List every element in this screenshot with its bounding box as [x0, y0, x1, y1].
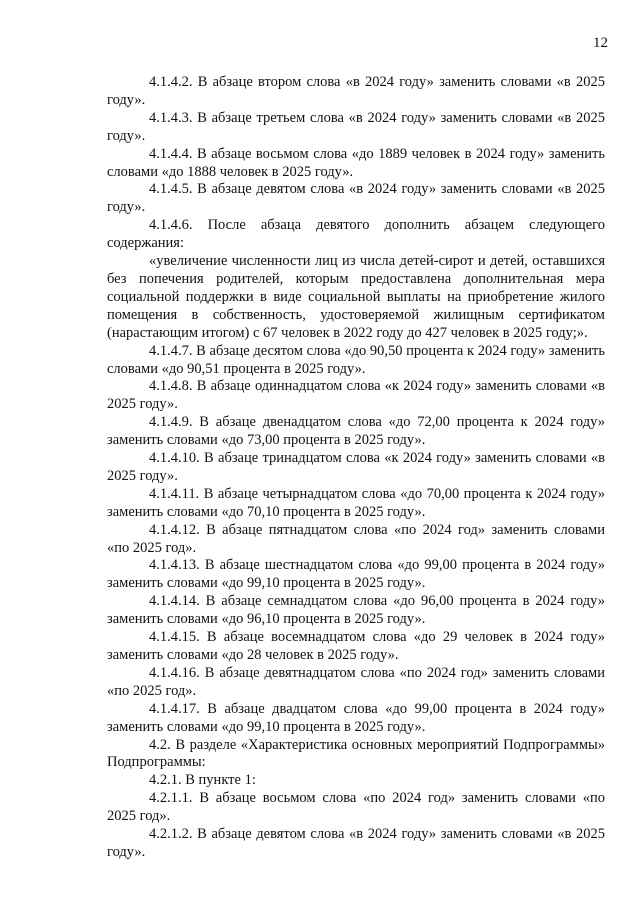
- paragraph-4-1-4-6: 4.1.4.6. После абзаца девятого дополнить абзацем следующего содержания:: [107, 217, 605, 252]
- paragraph-4-1-4-10: 4.1.4.10. В абзаце тринадцатом слова «к 2024 году» заменить словами «в 2025 году».: [107, 450, 605, 484]
- paragraph-4-1-4-7: 4.1.4.7. В абзаце десятом слова «до 90,50 процента к 2024 году» заменить словами «до 90,51 процента в 2025 году».: [107, 342, 605, 377]
- paragraph-4-2-1-1: 4.2.1.1. В абзаце восьмом слова «по 2024 год» заменить словами «по 2025 год».: [107, 790, 605, 825]
- paragraph-4-2: 4.2. В разделе «Характеристика основных мероприятий Подпрограммы» Подпрограммы:: [107, 736, 605, 771]
- paragraph-4-1-4-9: 4.1.4.9. В абзаце двенадцатом слова «до 72,00 процента к 2024 году» заменить словами «до 73,00 процента в 2025 году».: [107, 414, 605, 449]
- page-number: 12: [593, 35, 608, 51]
- paragraph-4-1-4-15: 4.1.4.15. В абзаце восемнадцатом слова «до 29 человек в 2024 году» заменить словами «до 28 человек в 2025 году».: [107, 629, 605, 663]
- paragraph-4-1-4-8: 4.1.4.8. В абзаце одиннадцатом слова «к 2024 году» заменить словами «в 2025 году».: [107, 378, 605, 413]
- paragraph-4-1-4-16: 4.1.4.16. В абзаце девятнадцатом слова «по 2024 год» заменить словами «по 2025 год».: [107, 664, 605, 699]
- paragraph-4-1-4-13: 4.1.4.13. В абзаце шестнадцатом слова «до 99,00 процента в 2024 году» заменить словами «до 99,10 процента в 2025 году».: [107, 557, 605, 592]
- quoted-insertion: «увеличение численности лиц из числа детей-сирот и детей, оставшихся без попечения родителей, которым предоставлена дополнительная мера социальной поддержки в виде социальной выплаты на приобретение жилого помещения в собственность, удостоверяемой жилищным сертификатом (нарастающим итогом) с 67 человек в 2022 году до 427 человек в 2025 году;».: [107, 253, 605, 341]
- document-body: [107, 74, 605, 862]
- paragraph-4-1-4-12: 4.1.4.12. В абзаце пятнадцатом слова «по 2024 год» заменить словами «по 2025 год».: [107, 521, 605, 556]
- paragraph-4-1-4-14: 4.1.4.14. В абзаце семнадцатом слова «до 96,00 процента в 2024 году» заменить словами «до 96,10 процента в 2025 году».: [107, 593, 605, 628]
- paragraph-4-1-4-5: 4.1.4.5. В абзаце девятом слова «в 2024 году» заменить словами «в 2025 году».: [107, 181, 605, 216]
- paragraph-4-2-1: 4.2.1. В пункте 1:: [149, 772, 256, 789]
- paragraph-4-2-1-2: 4.2.1.2. В абзаце девятом слова «в 2024 году» заменить словами «в 2025 году».: [107, 826, 605, 860]
- paragraph-4-1-4-2: 4.1.4.2. В абзаце втором слова «в 2024 году» заменить словами «в 2025 году».: [107, 74, 605, 108]
- paragraph-4-1-4-3: 4.1.4.3. В абзаце третьем слова «в 2024 году» заменить словами «в 2025 году».: [107, 109, 605, 144]
- paragraph-4-1-4-11: 4.1.4.11. В абзаце четырнадцатом слова «до 70,00 процента к 2024 году» заменить словами «до 70,10 процента в 2025 году».: [107, 485, 605, 520]
- paragraph-4-1-4-17: 4.1.4.17. В абзаце двадцатом слова «до 99,00 процента в 2024 году» заменить словами «до 99,10 процента в 2025 году».: [107, 700, 605, 735]
- paragraph-4-1-4-4: 4.1.4.4. В абзаце восьмом слова «до 1889 человек в 2024 году» заменить словами «до 1888 человек в 2025 году».: [107, 145, 605, 180]
